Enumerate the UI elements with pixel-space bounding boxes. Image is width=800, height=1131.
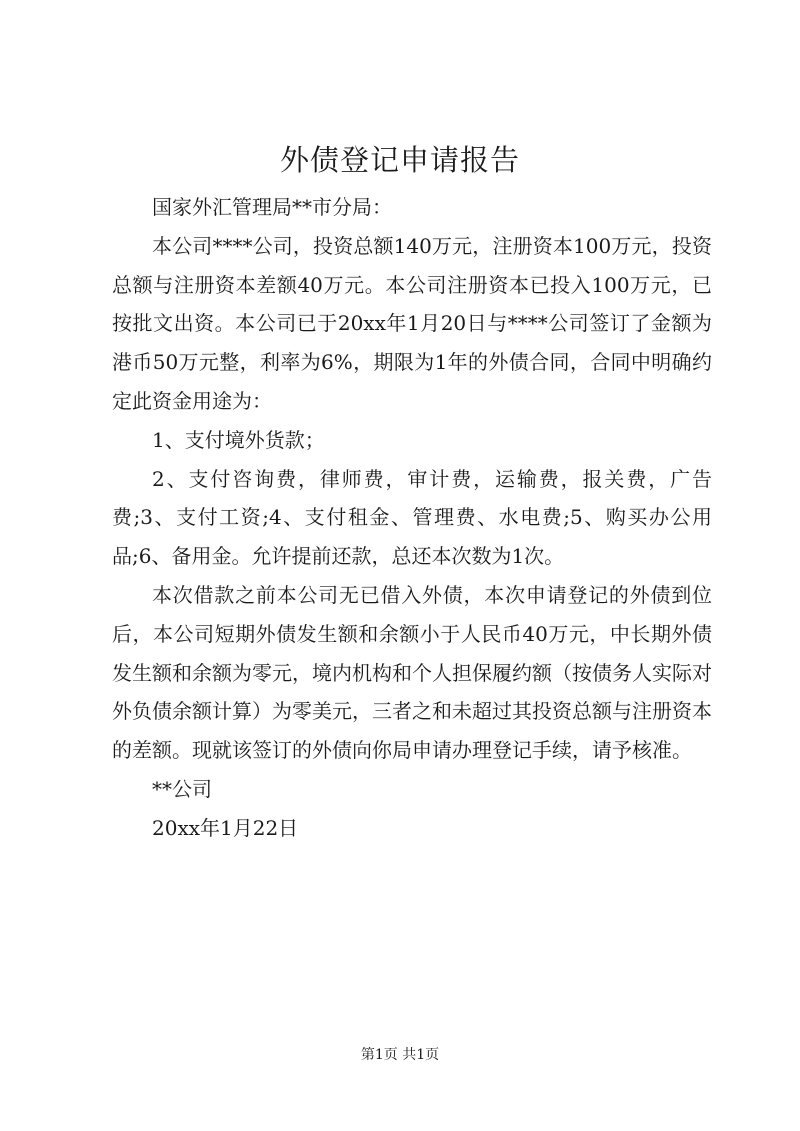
signature: **公司	[152, 776, 212, 801]
page-number-footer: 第1页 共1页	[360, 1047, 440, 1063]
document-body	[112, 188, 712, 848]
date: 20xx年1月22日	[152, 815, 299, 840]
paragraph-investment-details: 本公司****公司，投资总额140万元，注册资本100万元，投资总额与注册资本差额40万元。本公司注册资本已投入100万元，已按批文出资。本公司已于20xx年1月20日与****公司签订了金额为港币50万元整，利率为6%，期限为1年的外债合同，合同中明确约定此资金用途为：	[112, 233, 712, 413]
paragraph-use-items-2-6: 2、支付咨询费，律师费，审计费，运输费，报关费，广告费;3、支付工资;4、支付租金、管理费、水电费;5、购买办公用品;6、备用金。允许提前还款，总还本次数为1次。	[112, 466, 712, 569]
salutation: 国家外汇管理局**市分局：	[152, 195, 392, 219]
paragraph-use-item-1: 1、支付境外货款；	[152, 427, 325, 452]
document-title: 外债登记申请报告	[279, 143, 520, 177]
paragraph-application-statement: 本次借款之前本公司无已借入外债，本次申请登记的外债到位后，本公司短期外债发生额和余额小于人民币40万元，中长期外债发生额和余额为零元，境内机构和个人担保履约额（按债务人实际对外负债余额计算）为零美元，三者之和未超过其投资总额与注册资本的差额。现就该签订的外债向你局申请办理登记手续，请予核准。	[112, 582, 712, 763]
